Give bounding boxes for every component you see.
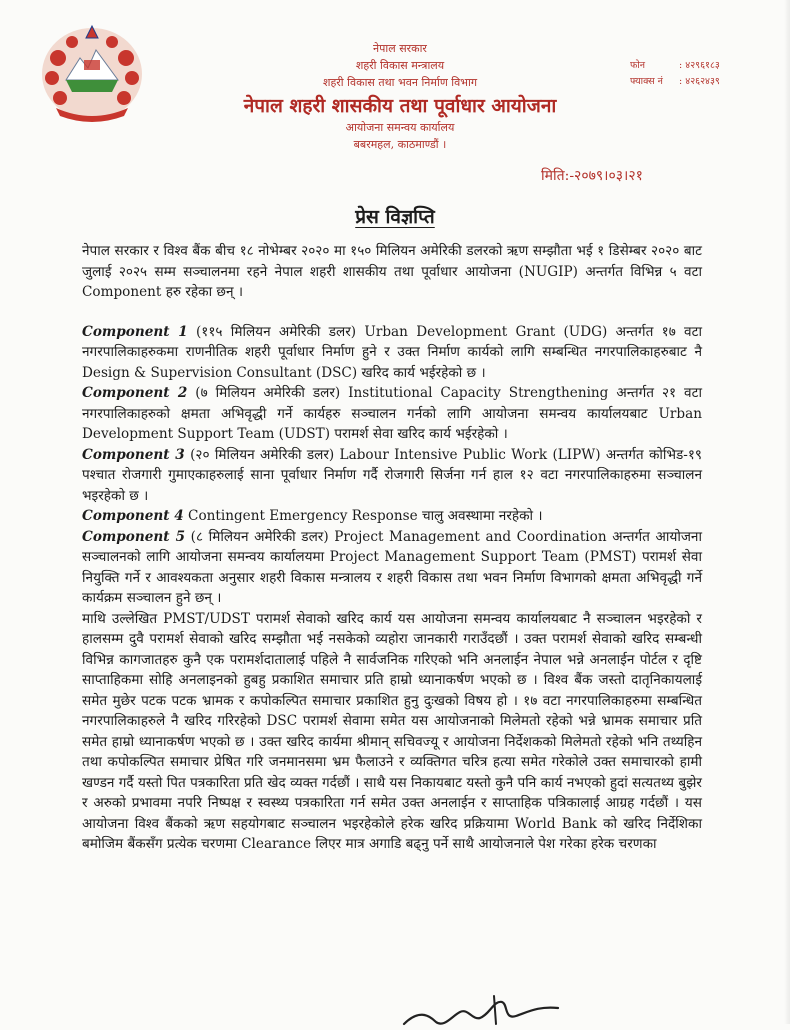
component-paragraph bbox=[82, 506, 702, 527]
body-content bbox=[82, 241, 702, 855]
component-text: (८ मिलियन अमेरिकी डलर) Project Management and Coordination अन्तर्गत आयोजना सञ्चालनको लागि आयोजना समन्वय कार्यालयमा Project Management Support Team (PMST) परामर्श सेवा नियुक्ति गर्ने र आवश्यकता अनुसार शहरी विकास मन्त्रालय र शहरी विकास तथा भवन निर्माण विभागको क्षमता अभिवृद्धी गर्ने कार्यक्रम सञ्चालन हुने छन् । bbox=[82, 528, 702, 606]
component-label: Component 1 bbox=[82, 323, 188, 340]
component-text: (११५ मिलियन अमेरिकी डलर) Urban Development Grant (UDG) अन्तर्गत १७ वटा नगरपालिकाहरुकमा राणनीतिक शहरी पूर्वाधार निर्माण हुने र उक्त निर्माण कार्यको लागि सम्बन्धित नगरपालिकाहरुबाट नै Design & Supervision Consultant (DSC) खरिद कार्य भईरहेको छ । bbox=[82, 323, 702, 381]
component-label: Component 2 bbox=[82, 385, 188, 401]
fax-line bbox=[630, 74, 720, 90]
nepal-government-emblem-icon bbox=[36, 20, 148, 124]
component-label: Component 3 bbox=[82, 446, 185, 463]
department-name: शहरी विकास तथा भवन निर्माण विभाग bbox=[322, 76, 478, 89]
component-text: (७ मिलियन अमेरिकी डलर) Institutional Capacity Strengthening अन्तर्गत २१ वटा नगरपालिकाहरुको क्षमता अभिवृद्धी गर्ने कार्यहरु सञ्चालन गर्नको लागि आयोजना समन्वय कार्यालयबाट Urban Development Support Team (UDST) परामर्श सेवा खरिद कार्य भईरहेको । bbox=[82, 385, 702, 442]
signature-icon bbox=[398, 990, 568, 1030]
component-label: Component 5 bbox=[82, 528, 186, 545]
office-address: बबरमहल, काठमाण्डौं । bbox=[353, 138, 447, 151]
phone-line bbox=[630, 58, 720, 74]
contact-info bbox=[630, 58, 720, 90]
office-name: आयोजना समन्वय कार्यालय bbox=[345, 121, 455, 134]
component-text: (२० मिलियन अमेरिकी डलर) Labour Intensive Public Work (LIPW) अन्तर्गत कोभिड-१९ पश्चात रोजगारी गुमाएकाहरुलाई साना पूर्वाधार निर्माण गर्दै रोजगारी सिर्जना गर्न हाल १२ वटा नगरपालिकाहरुमा सञ्चालन भइरहेको छ । bbox=[82, 446, 703, 504]
fax-value: : ४२६२४३९ bbox=[679, 76, 720, 87]
letterhead bbox=[0, 0, 790, 200]
document-title-text: प्रेस विज्ञप्ति bbox=[355, 206, 435, 228]
document-title bbox=[0, 203, 790, 229]
letterhead-center bbox=[200, 40, 600, 153]
intro-paragraph: नेपाल सरकार र विश्व बैंक बीच १८ नोभेम्बर २०२० मा १५० मिलियन अमेरिकी डलरको ऋण सम्झौता भई १ डिसेम्बर २०२० बाट जुलाई २०२५ सम्म सञ्चालनमा रहने नेपाल शहरी शासकीय तथा पूर्वाधार आयोजना (NUGIP) अन्तर्गत विभिन्न ५ वटा Component हरु रहेका छन् । bbox=[82, 243, 702, 300]
component-paragraph bbox=[82, 527, 702, 609]
component-paragraph bbox=[82, 383, 702, 445]
component-paragraph bbox=[82, 322, 702, 384]
component-paragraph bbox=[82, 445, 702, 507]
page-edge-shadow bbox=[784, 0, 790, 1024]
letter-date: मिति:-२०७९।०३।२१ bbox=[541, 168, 643, 184]
closing-paragraph: माथि उल्लेखित PMST/UDST परामर्श सेवाको खरिद कार्य यस आयोजना समन्वय कार्यालयबाट नै सञ्चालन भइरहेको र हालसम्म दुवै परामर्श सेवाको खरिद सम्झौता भई नसकेको व्यहोरा जानकारी गराउँदछौं । उक्त परामर्श सेवाको खरिद सम्बन्धी विभिन्न कागजातहरु कुनै एक परामर्शदातालाई पहिले नै सार्वजनिक गरिएको भनि अनलाईन नेपाल भन्ने अनलाईन पोर्टल र दृष्टि साप्ताहिकमा सोहि अनलाइनको हुबहु प्रकाशित समाचार प्रति हाम्रो ध्यानाकर्षण भएको छ । विश्व बैंक जस्तो दातृनिकायलाई समेत मुछेर पटक पटक भ्रामक र कपोकल्पित समाचार प्रकाशित हुनु दुःखको विषय हो । १७ वटा नगरपालिकाहरुमा सम्बन्धित नगरपालिकाहरुले नै खरिद गरिरहेको DSC परामर्श सेवामा समेत यस आयोजनाको मिलेमतो रहेको भन्ने भ्रामक समाचार प्रति समेत हाम्रो ध्यानाकर्षण भएको छ । उक्त खरिद कार्यमा श्रीमान् सचिवज्यू र आयोजना निर्देशकको मिलेमतो रहेको भनि तथ्यहिन तथा कपोकल्पित समाचार प्रेषित गरि जनमानसमा भ्रम फैलाउने र व्यक्तिगत चरित्र हत्या समेत गरेकोले उक्त समाचारको हामी खण्डन गर्दै यस्तो पित पत्रकारिता प्रति खेद व्यक्त गर्दछौं । साथै यस निकायबाट यस्तो कुनै पनि कार्य नभएको हुदां सत्यतथ्य बुझेर र अरुको प्रभावमा नपरि निष्पक्ष र स्वस्थ्य पत्रकारिता गर्न समेत उक्त अनलाईन र साप्ताहिक पत्रिकालाई आग्रह गर्दछौं । यस आयोजना विश्व बैंकको ऋण सहयोगबाट सञ्चालन भइरहेकोले हरेक खरिद प्रक्रियामा World Bank को खरिद निर्देशिका बमोजिम बैंकसँग प्रत्येक चरणमा Clearance लिएर मात्र अगाडि बढ्नु पर्ने साथै आयोजनाले पेश गरेका हरेक चरणका bbox=[82, 610, 702, 852]
ministry-name: शहरी विकास मन्त्रालय bbox=[355, 59, 445, 72]
project-name: नेपाल शहरी शासकीय तथा पूर्वाधार आयोजना bbox=[243, 95, 557, 117]
fax-label: फ्याक्स नं bbox=[630, 76, 663, 87]
phone-value: : ४२९६१८३ bbox=[679, 60, 720, 71]
component-label: Component 4 bbox=[82, 508, 184, 524]
phone-label: फोन bbox=[630, 60, 646, 71]
government-name: नेपाल सरकार bbox=[373, 42, 427, 55]
component-text: Contingent Emergency Response चालु अवस्थामा नरहेको । bbox=[183, 508, 543, 524]
